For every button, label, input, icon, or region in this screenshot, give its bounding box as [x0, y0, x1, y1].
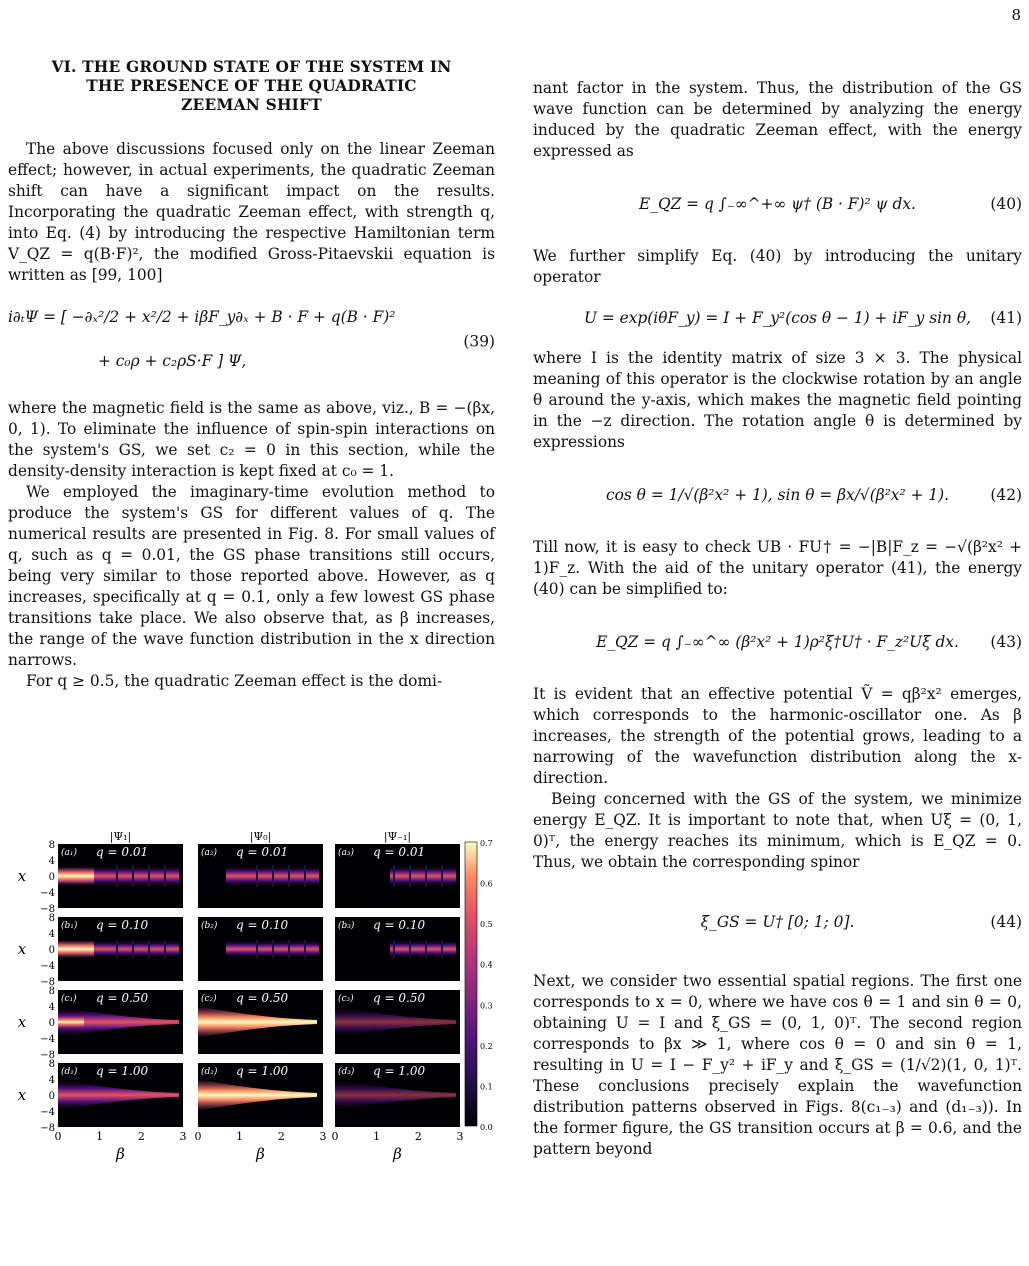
y-tick-label: 8	[48, 986, 55, 997]
y-tick-label: −4	[40, 888, 55, 899]
y-tick-label: −4	[40, 1034, 55, 1045]
equation-41	[533, 301, 1022, 335]
x-tick-label: 2	[277, 1130, 285, 1143]
transition-stripe	[409, 940, 411, 958]
column-title: |Ψ₁|	[109, 832, 132, 843]
paragraph: Being concerned with the GS of the system, we minimize energy E_QZ. It is important to note that, when Uξ = (0, 1, 0)ᵀ, the energy reaches its minimum, which is E_QZ = 0. Thus, we obtain the corresponding spinor	[533, 790, 1022, 871]
paragraph: nant factor in the system. Thus, the distribution of the GS wave function can be determined by analyzing the energy induced by the quadratic Zeeman effect, with the energy expressed as	[533, 79, 1022, 160]
x-tick-label: 0	[194, 1130, 202, 1143]
panel-q-label: q = 1.00	[373, 1064, 426, 1078]
y-tick-label: 8	[48, 913, 55, 924]
y-axis-label: x	[17, 1013, 27, 1031]
panel-q-label: q = 1.00	[236, 1064, 289, 1078]
y-tick-label: 0	[48, 945, 55, 956]
equation-number: (41)	[990, 309, 1022, 327]
colorbar-tick-label: 0.0	[480, 1123, 493, 1132]
panel-q-label: q = 0.01	[96, 845, 149, 859]
density-peak	[58, 1016, 84, 1028]
panel-label: (d₁)	[61, 1067, 78, 1077]
panel-label: (c₁)	[61, 994, 77, 1004]
panel-q-label: q = 1.00	[96, 1064, 149, 1078]
transition-stripe	[116, 865, 118, 887]
panel-label: (b₁)	[61, 921, 78, 931]
transition-stripe	[409, 865, 411, 887]
panel-q-label: q = 0.50	[373, 991, 426, 1005]
section-title-line: THE PRESENCE OF THE QUADRATIC	[86, 77, 417, 95]
y-tick-label: 4	[48, 1002, 55, 1013]
transition-stripe	[148, 940, 150, 958]
left-column	[8, 58, 495, 692]
y-tick-label: −8	[40, 904, 55, 915]
x-tick-label: 2	[137, 1130, 145, 1143]
equation-39	[8, 299, 495, 385]
paragraph: Next, we consider two essential spatial regions. The first one corresponds to x = 0, where we have cos θ = 1 and sin θ = 0, obtaining U = I and ξ_GS = (0, 1, 0)ᵀ. The second region corresponds to βx ≫ 1, where cos θ = 0 and sin θ = 1, resulting in U = I − F_y² + iF_y and ξ_GS = (1/√2)(1, 0, 1)ᵀ. These conclusions precisely explain the wavefunction distribution patterns observed in Figs. 8(c₁₋₃) and (d₁₋₃)). In the former figure, the GS transition occurs at β = 0.6, and the pattern beyond	[533, 972, 1022, 1158]
equation-body: cos θ = 1/√(β²x² + 1), sin θ = βx/√(β²x² + 1).	[605, 486, 950, 504]
transition-stripe	[304, 865, 306, 887]
y-tick-label: 0	[48, 1018, 55, 1029]
transition-stripe	[148, 865, 150, 887]
paragraph: The above discussions focused only on the linear Zeeman effect; however, in actual experiments, the quadratic Zeeman shift can have a significant impact on the results. Incorporating the quadratic Zeeman effect, with strength q, into Eq. (4) by introducing the respective Hamiltonian term V_QZ = q(B·F)², the modified Gross-Pitaevskii equation is written as [99, 100]	[8, 140, 495, 284]
section-title-line: VI. THE GROUND STATE OF THE SYSTEM IN	[51, 58, 452, 76]
x-tick-label: 2	[414, 1130, 422, 1143]
paragraph: where I is the identity matrix of size 3 × 3. The physical meaning of this operator is the clockwise rotation by an angle θ around the y-axis, which makes the magnetic field pointing in the −z direction. The rotation angle θ is determined by expressions	[533, 349, 1022, 451]
equation-line: i∂ₜΨ = [ −∂ₓ²/2 + x²/2 + iβF_y∂ₓ + B · F + q(B · F)²	[8, 308, 396, 326]
colorbar-tick-label: 0.5	[480, 920, 493, 930]
page-number: 8	[1011, 6, 1021, 24]
transition-stripe	[441, 940, 443, 958]
equation-body: ξ_GS = U† [0; 1; 0].	[700, 913, 855, 931]
y-tick-label: 4	[48, 1075, 55, 1086]
paragraph: It is evident that an effective potential Ṽ = qβ²x² emerges, which corresponds to the harmonic-oscillator one. As β increases, the strength of the potential grows, leading to a narrowing of the wavefunction distribution along the x-direction.	[533, 685, 1022, 787]
y-tick-label: −8	[40, 977, 55, 988]
transition-stripe	[256, 940, 258, 958]
paragraph: For q ≥ 0.5, the quadratic Zeeman effect is the domi-	[26, 672, 443, 690]
figure-8	[8, 832, 495, 1162]
transition-stripe	[256, 865, 258, 887]
equation-number: (39)	[463, 332, 495, 351]
transition-stripe	[272, 865, 274, 887]
panel-label: (d₃)	[338, 1067, 355, 1077]
paragraph: We further simplify Eq. (40) by introducing the unitary operator	[533, 247, 1022, 286]
density-band	[390, 865, 456, 887]
transition-stripe	[393, 865, 395, 887]
transition-stripe	[132, 865, 134, 887]
equation-body: E_QZ = q ∫₋∞^∞ (β²x² + 1)ρ²ξ†U† · F_z²Uξ dx.	[596, 633, 959, 651]
section-title	[8, 58, 495, 115]
x-tick-label: 3	[319, 1130, 327, 1143]
y-tick-label: 8	[48, 840, 55, 851]
paragraph: We employed the imaginary-time evolution method to produce the system's GS for different values of q. The numerical results are presented in Fig. 8. For small values of q, such as q = 0.01, the GS phase transitions still occurs, being very similar to those reported above. However, as q increases, specifically at q = 0.1, only a few lowest GS phase transitions take place. We also observe that, as β increases, the range of the wave function distribution in the x direction narrows.	[8, 483, 495, 669]
paragraph: Till now, it is easy to check UB · FU† = −|B|F_z = −√(β²x² + 1)F_z. With the aid of the unitary operator (41), the energy (40) can be simplified to:	[533, 538, 1022, 598]
section-title-line: ZEEMAN SHIFT	[181, 96, 322, 114]
heatmap-grid	[8, 832, 495, 1162]
equation-44	[533, 886, 1022, 958]
transition-stripe	[132, 940, 134, 958]
x-tick-label: 0	[54, 1130, 62, 1143]
panel-q-label: q = 0.10	[96, 918, 149, 932]
density-band	[390, 940, 456, 958]
x-tick-label: 1	[96, 1130, 104, 1143]
panel-label: (b₂)	[201, 921, 218, 931]
column-title: |Ψ₋₁|	[383, 832, 412, 843]
y-tick-label: 4	[48, 856, 55, 867]
x-tick-label: 0	[331, 1130, 339, 1143]
equation-body: E_QZ = q ∫₋∞^+∞ ψ† (B · F)² ψ dx.	[639, 195, 916, 213]
y-tick-label: −8	[40, 1123, 55, 1134]
density-peak	[58, 867, 94, 885]
transition-stripe	[288, 865, 290, 887]
transition-stripe	[164, 940, 166, 958]
y-tick-label: 4	[48, 929, 55, 940]
colorbar-tick-label: 0.7	[480, 839, 493, 848]
panel-q-label: q = 0.50	[96, 991, 149, 1005]
panel-q-label: q = 0.01	[236, 845, 289, 859]
transition-stripe	[272, 940, 274, 958]
equation-40	[533, 175, 1022, 233]
panel-label: (b₃)	[338, 921, 355, 931]
right-column	[533, 78, 1022, 1160]
colorbar-tick-label: 0.3	[480, 1001, 493, 1011]
panel-label: (d₂)	[201, 1067, 218, 1077]
colorbar-tick-label: 0.6	[480, 879, 493, 889]
y-axis-label: x	[17, 940, 27, 958]
panel-label: (a₃)	[338, 848, 354, 858]
equation-number: (43)	[990, 633, 1022, 651]
colorbar-tick-label: 0.4	[480, 960, 493, 970]
y-axis-label: x	[17, 867, 27, 885]
transition-stripe	[116, 940, 118, 958]
transition-stripe	[425, 940, 427, 958]
equation-number: (44)	[990, 913, 1022, 931]
density-peak	[58, 940, 94, 958]
paragraph: where the magnetic field is the same as above, viz., B = −(βx, 0, 1). To eliminate the influence of spin-spin interactions on the system's GS, we set c₂ = 0 in this section, while the density-density interaction is kept fixed at c₀ = 1.	[8, 399, 495, 480]
x-tick-label: 3	[179, 1130, 187, 1143]
equation-number: (42)	[990, 486, 1022, 504]
x-tick-label: 3	[456, 1130, 464, 1143]
y-tick-label: −4	[40, 1107, 55, 1118]
panel-label: (a₂)	[201, 848, 217, 858]
equation-43	[533, 613, 1022, 671]
panel-label: (a₁)	[61, 848, 77, 858]
transition-stripe	[393, 940, 395, 958]
x-axis-label: β	[393, 1145, 402, 1162]
panel-q-label: q = 0.01	[373, 845, 426, 859]
transition-stripe	[288, 940, 290, 958]
transition-stripe	[164, 865, 166, 887]
equation-42	[533, 466, 1022, 524]
equation-body: U = exp(iθF_y) = I + F_y²(cos θ − 1) + iF_y sin θ,	[583, 309, 971, 327]
y-axis-label: x	[17, 1086, 27, 1104]
panel-q-label: q = 0.10	[373, 918, 426, 932]
colorbar-tick-label: 0.2	[480, 1041, 493, 1051]
y-tick-label: 0	[48, 872, 55, 883]
panel-label: (c₂)	[201, 994, 217, 1004]
y-tick-label: 0	[48, 1091, 55, 1102]
colorbar	[465, 842, 477, 1126]
equation-number: (40)	[990, 195, 1022, 213]
panel-label: (c₃)	[338, 994, 354, 1004]
column-title: |Ψ₀|	[249, 832, 272, 843]
equation-line: + c₀ρ + c₂ρS·F ] Ψ,	[98, 352, 247, 370]
y-tick-label: −4	[40, 961, 55, 972]
transition-stripe	[425, 865, 427, 887]
y-tick-label: −8	[40, 1050, 55, 1061]
panel-q-label: q = 0.10	[236, 918, 289, 932]
x-tick-label: 1	[373, 1130, 381, 1143]
y-tick-label: 8	[48, 1059, 55, 1070]
x-axis-label: β	[116, 1145, 125, 1162]
panel-q-label: q = 0.50	[236, 991, 289, 1005]
colorbar-tick-label: 0.1	[480, 1082, 493, 1092]
x-tick-label: 1	[236, 1130, 244, 1143]
transition-stripe	[304, 940, 306, 958]
x-axis-label: β	[256, 1145, 265, 1162]
transition-stripe	[441, 865, 443, 887]
